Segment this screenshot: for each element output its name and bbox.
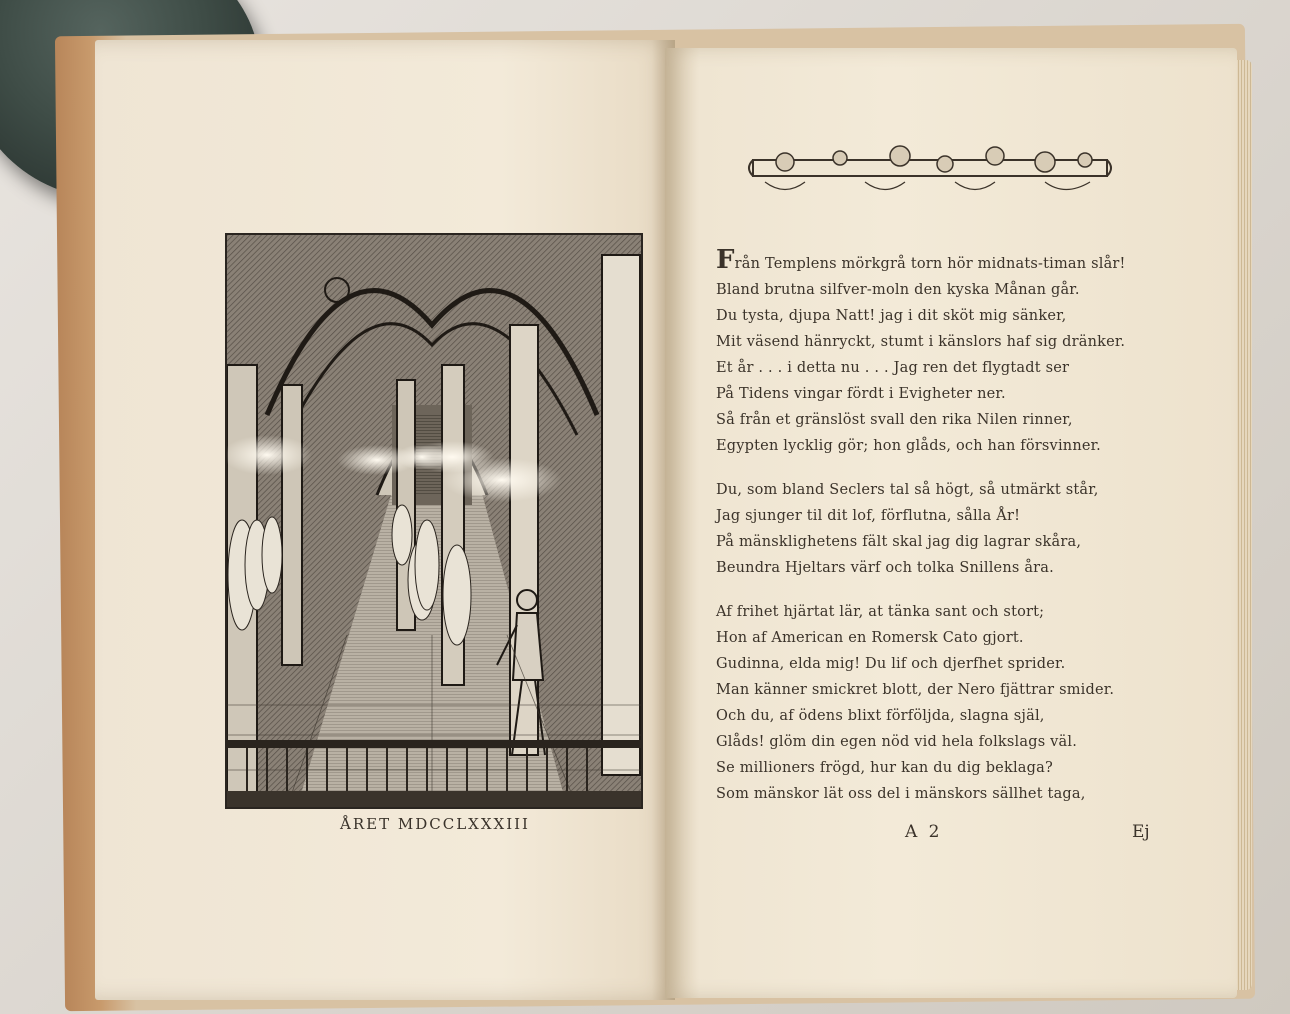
poem-line: Glåds! glöm din egen nöd vid hela folkslags väl. <box>716 734 1078 750</box>
poem-line: På mänsklighetens fält skal jag dig lagrar skåra, <box>716 534 1082 550</box>
poem-line: Du, som bland Seclers tal så högt, så utmärkt står, <box>716 482 1099 498</box>
plate-caption: ÅRET MDCCLXXXIII <box>340 815 530 833</box>
poem-line: Gudinna, elda mig! Du lif och djerfhet sprider. <box>716 656 1066 672</box>
printer-signature-mark: A 2 <box>905 822 943 842</box>
poem-text-block <box>716 245 1156 825</box>
floral-headpiece-ornament <box>745 142 1115 202</box>
poem-line: Du tysta, djupa Natt! jag i dit sköt mig sänker, <box>716 308 1067 324</box>
poem-line: Se millioners frögd, hur kan du dig beklaga? <box>716 760 1053 776</box>
poem-line: Man känner smickret blott, der Nero fjättrar smider. <box>716 682 1115 698</box>
drop-capital: F <box>716 245 735 275</box>
poem-line: Jag sjunger til dit lof, förflutna, sålla År! <box>716 508 1021 524</box>
poem-line: Som mänskor lät oss del i mänskors sällhet taga, <box>716 786 1086 802</box>
poem-line: Af frihet hjärtat lär, at tänka sant och stort; <box>716 604 1045 620</box>
poem-line: Så från et gränslöst svall den rika Nilen rinner, <box>716 412 1073 428</box>
poem-line: Egypten lycklig gör; hon glåds, och han försvinner. <box>716 438 1101 454</box>
poem-line: Från Templens mörkgrå torn hör midnats-timan slår! <box>716 245 1126 275</box>
poem-line: Beundra Hjeltars värf och tolka Snillens åra. <box>716 560 1054 576</box>
engraving-illustration <box>227 235 641 807</box>
poem-line: Och du, af ödens blixt förföljda, slagna själ, <box>716 708 1045 724</box>
stanza-1 <box>716 245 1156 459</box>
poem-line: Bland brutna silfver-moln den kyska Månan går. <box>716 282 1080 298</box>
engraved-plate <box>225 233 643 809</box>
catchword: Ej <box>1132 822 1150 842</box>
poem-line: Hon af American en Romersk Cato gjort. <box>716 630 1024 646</box>
poem-line: Et år . . . i detta nu . . . Jag ren det flygtadt ser <box>716 360 1070 376</box>
stanza-2 <box>716 477 1156 581</box>
poem-line: Mit väsend hänryckt, stumt i känslors haf sig dränker. <box>716 334 1126 350</box>
stanza-3 <box>716 599 1156 807</box>
poem-line: På Tidens vingar fördt i Evigheter ner. <box>716 386 1006 402</box>
